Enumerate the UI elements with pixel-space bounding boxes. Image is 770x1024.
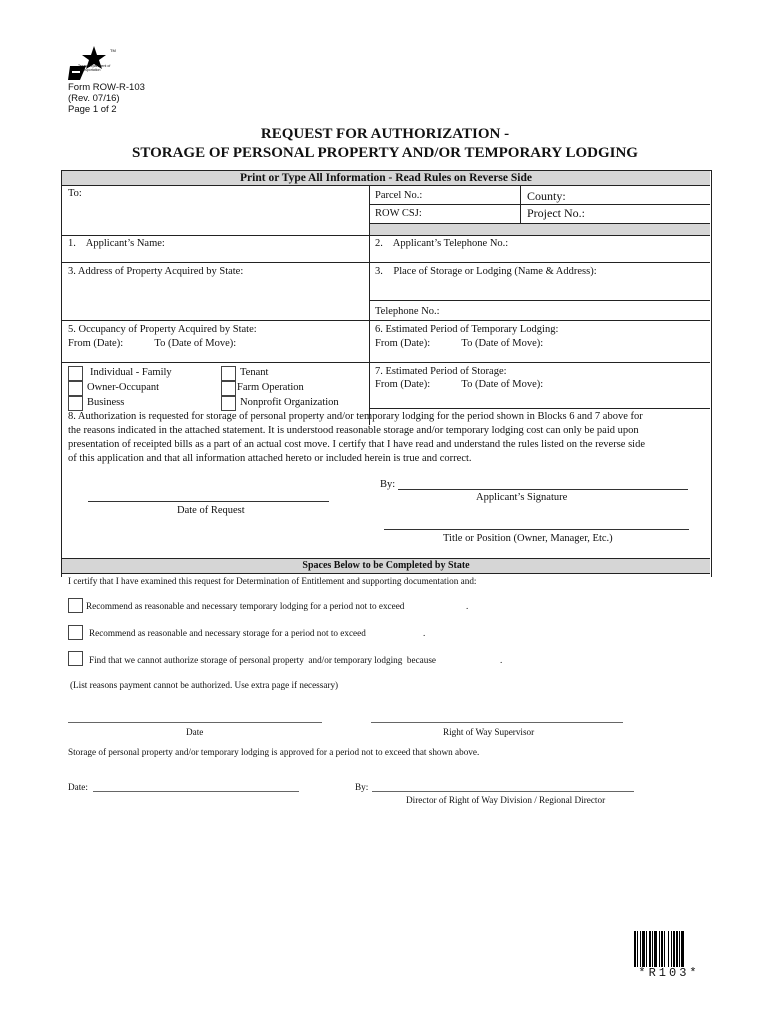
checkbox-farm-operation[interactable] — [221, 381, 236, 396]
date-of-request-label: Date of Request — [177, 505, 245, 516]
applicant-name-field[interactable]: 1. Applicant’s Name: — [68, 238, 165, 249]
title-position-line[interactable] — [384, 529, 689, 530]
storage-period-label: 7. Estimated Period of Storage: — [375, 366, 507, 377]
approved-text: Storage of personal property and/or temporary lodging is approved for a period not to exceed that shown above. — [68, 747, 480, 757]
lodging-period-label: 6. Estimated Period of Temporary Lodging: — [375, 324, 559, 335]
applicant-phone-field[interactable]: 2. Applicant’s Telephone No.: — [375, 238, 509, 249]
state-date-line[interactable] — [68, 722, 322, 723]
checkbox-cannot-authorize[interactable] — [68, 651, 83, 666]
supervisor-label: Right of Way Supervisor — [443, 727, 535, 737]
checkbox-recommend-storage[interactable] — [68, 625, 83, 640]
dot-2: . — [423, 628, 426, 638]
parcel-no-field[interactable]: Parcel No.: — [375, 190, 423, 201]
lodging-period-dates[interactable]: From (Date): To (Date of Move): — [375, 338, 544, 349]
form-revision: (Rev. 07/16) — [68, 93, 120, 104]
divider — [62, 235, 710, 236]
cannot-authorize-text: Find that we cannot authorize storage of personal property and/or temporary lodging because — [89, 655, 436, 665]
authorization-text-4: of this application and that all information attached hereto or included herein is true and correct. — [68, 453, 472, 464]
recommend-storage-text: Recommend as reasonable and necessary storage for a period not to exceed — [89, 628, 366, 638]
page-indicator: Page 1 of 2 — [68, 104, 117, 115]
row-csj-field[interactable]: ROW CSJ: — [375, 208, 422, 219]
logo-text: Texas Department of Transportation — [78, 64, 111, 72]
property-address-field[interactable]: 3. Address of Property Acquired by State: — [68, 266, 244, 277]
instructions-bar: Print or Type All Information - Read Rules on Reverse Side — [62, 170, 710, 186]
option-farm-operation: Farm Operation — [237, 382, 304, 393]
divider — [369, 185, 370, 425]
authorization-text-1: 8. Authorization is requested for storage of personal property and/or temporary lodging for the period shown in Blocks 6 and 7 above for — [68, 411, 643, 422]
telephone-field[interactable]: Telephone No.: — [375, 306, 440, 317]
project-no-field[interactable]: Project No.: — [527, 206, 585, 220]
occupancy-dates[interactable]: From (Date): To (Date of Move): — [68, 338, 237, 349]
dot-1: . — [466, 601, 469, 611]
form-number: Form ROW-R-103 — [68, 82, 145, 93]
approval-date-label: Date: — [68, 782, 88, 792]
reasons-note: (List reasons payment cannot be authorized. Use extra page if necessary) — [70, 680, 339, 690]
director-label: Director of Right of Way Division / Regional Director — [406, 795, 606, 805]
approval-date-line[interactable] — [93, 791, 299, 792]
option-individual: Individual - Family — [90, 367, 172, 378]
divider — [62, 362, 710, 363]
option-owner-occupant: Owner-Occupant — [87, 382, 160, 393]
approval-by-label: By: — [355, 782, 369, 792]
divider — [62, 262, 710, 263]
dot-3: . — [500, 655, 503, 665]
by-label: By: — [380, 479, 396, 490]
form-title-line2: STORAGE OF PERSONAL PROPERTY AND/OR TEMPORARY LODGING — [132, 145, 638, 161]
form-title-line1: REQUEST FOR AUTHORIZATION - — [260, 126, 510, 142]
checkbox-business[interactable] — [68, 396, 83, 411]
divider — [370, 204, 710, 205]
checkbox-individual[interactable] — [68, 366, 83, 381]
storage-period-dates[interactable]: From (Date): To (Date of Move): — [375, 379, 544, 390]
applicant-signature-line[interactable] — [398, 489, 688, 490]
county-field[interactable]: County: — [527, 189, 566, 203]
barcode-text: *R103* — [638, 966, 700, 980]
option-tenant: Tenant — [240, 367, 269, 378]
svg-text:TM: TM — [110, 48, 116, 53]
divider — [370, 300, 710, 301]
applicant-signature-label: Applicant’s Signature — [476, 492, 568, 503]
option-nonprofit: Nonprofit Organization — [240, 397, 339, 408]
occupancy-label: 5. Occupancy of Property Acquired by State: — [68, 324, 257, 335]
checkbox-nonprofit[interactable] — [221, 396, 236, 411]
checkbox-tenant[interactable] — [221, 366, 236, 381]
divider — [370, 408, 710, 409]
authorization-text-2: the reasons indicated in the attached statement. It is understood reasonable storage and/or temporary lodging cost can only be paid upon — [68, 425, 639, 436]
barcode — [634, 931, 704, 967]
to-field[interactable]: To: — [68, 188, 82, 199]
authorization-text-3: presentation of receipted bills as a part of an actual cost move. I certify that I have read and understand the rules listed on the reverse side — [68, 439, 645, 450]
certify-text: I certify that I have examined this request for Determination of Entitlement and supporting documentation and: — [68, 576, 477, 586]
title-position-label: Title or Position (Owner, Manager, Etc.) — [443, 533, 613, 544]
state-date-label: Date — [186, 727, 204, 737]
state-section-bar: Spaces Below to be Completed by State — [62, 558, 710, 574]
supervisor-signature-line[interactable] — [371, 722, 623, 723]
checkbox-recommend-lodging[interactable] — [68, 598, 83, 613]
checkbox-owner-occupant[interactable] — [68, 381, 83, 396]
date-of-request-line[interactable] — [88, 501, 329, 502]
option-business: Business — [87, 397, 125, 408]
txdot-logo — [66, 44, 122, 82]
director-signature-line[interactable] — [372, 791, 634, 792]
divider — [62, 320, 710, 321]
storage-place-field[interactable]: 3. Place of Storage or Lodging (Name & Address): — [375, 266, 597, 277]
recommend-lodging-text: Recommend as reasonable and necessary temporary lodging for a period not to exceed — [86, 601, 405, 611]
